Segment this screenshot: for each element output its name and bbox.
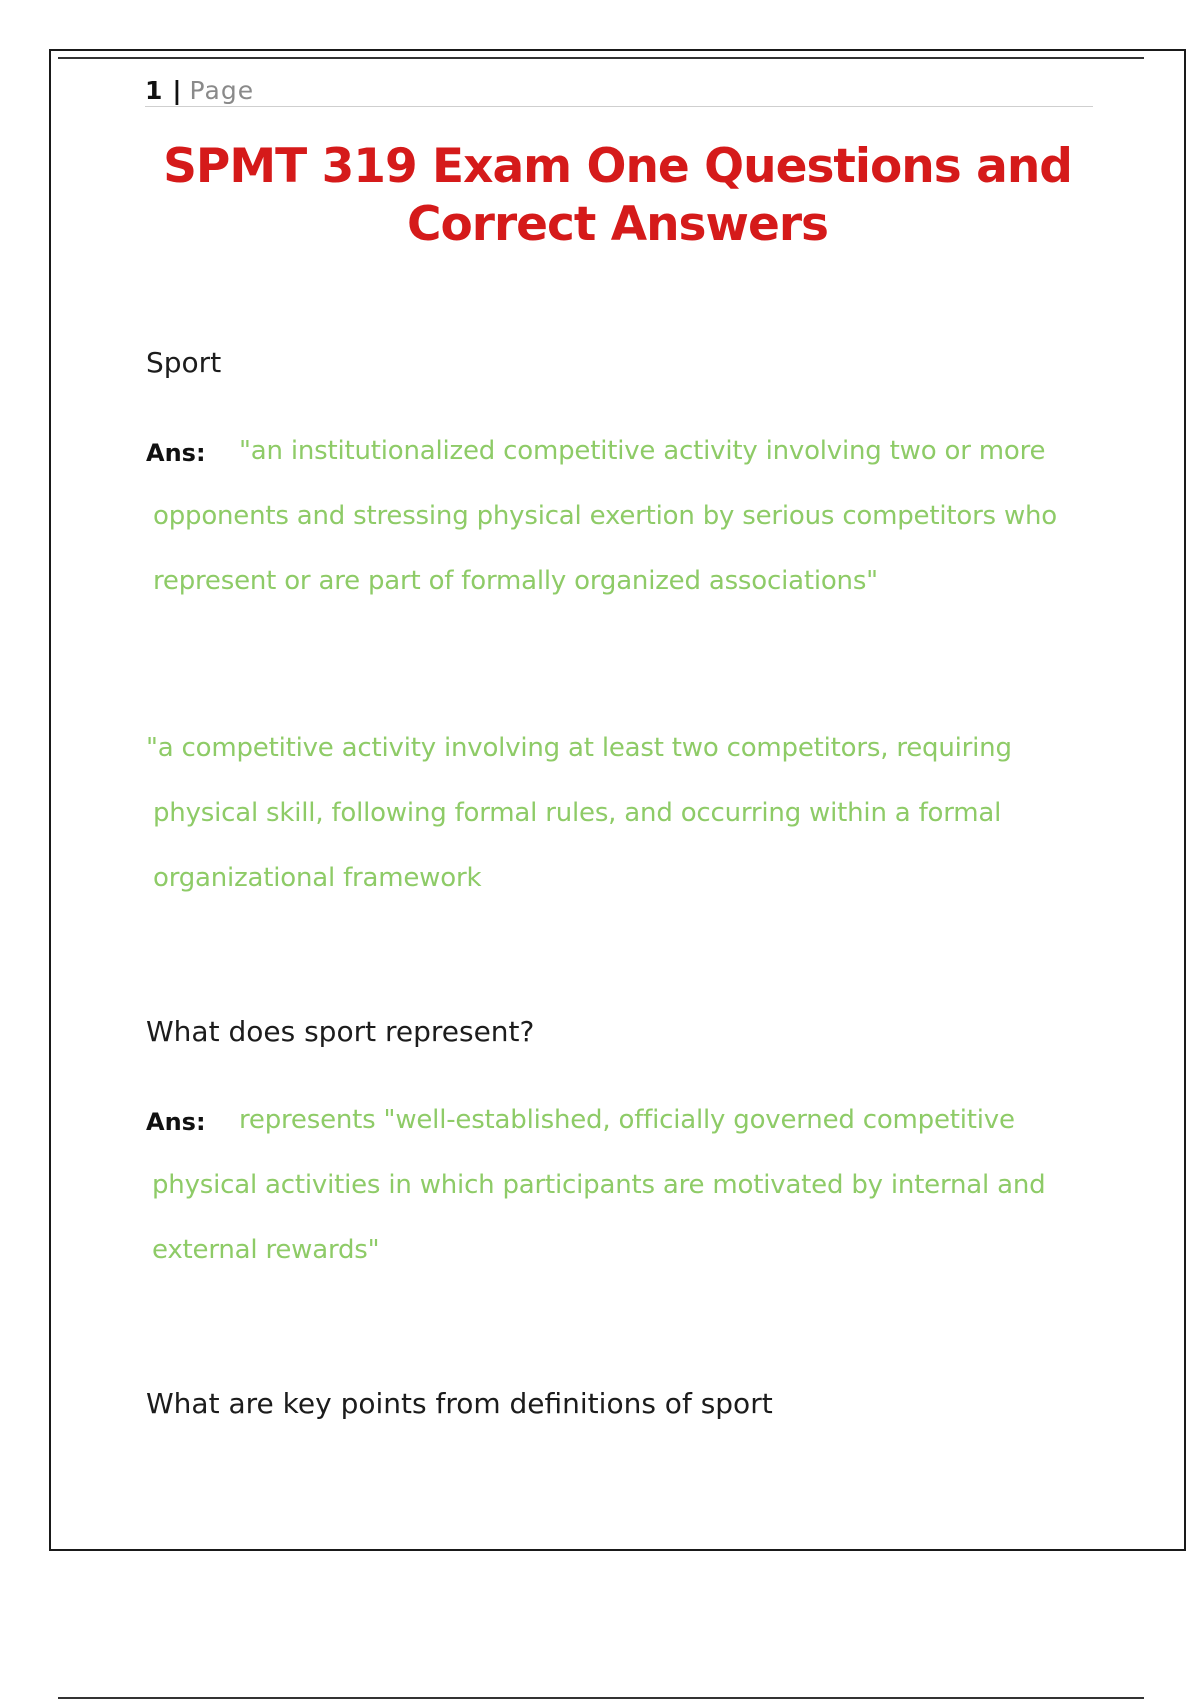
answer-line: opponents and stressing physical exertion by serious competitors who	[153, 501, 1058, 531]
bottom-rule	[58, 1697, 1144, 1699]
answer-line: represent or are part of formally organized associations"	[153, 566, 878, 596]
answer-line: physical skill, following formal rules, and occurring within a formal	[153, 798, 1002, 828]
answer-line: physical activities in which participants are motivated by internal and	[152, 1170, 1046, 1200]
question-sport-represent: What does sport represent?	[146, 1015, 535, 1048]
question-key-points: What are key points from definitions of sport	[146, 1387, 773, 1420]
document-title	[60, 138, 1175, 254]
answer-line: "an institutionalized competitive activity involving two or more	[239, 436, 1046, 466]
title-line-2: Correct Answers	[407, 197, 828, 252]
question-sport: Sport	[146, 346, 222, 379]
title-line-1: SPMT 319 Exam One Questions and	[163, 139, 1072, 194]
page-number: 1	[145, 76, 163, 105]
page-label: Page	[189, 76, 255, 105]
top-rule	[58, 57, 1144, 59]
answer-line: external rewards"	[152, 1235, 380, 1265]
answer-line: represents "well-established, officially governed competitive	[239, 1105, 1015, 1135]
answer-label: Ans:	[146, 1108, 206, 1136]
page-header	[145, 76, 1093, 107]
answer-line: "a competitive activity involving at least two competitors, requiring	[146, 733, 1012, 763]
page-separator: |	[172, 76, 182, 105]
answer-line: organizational framework	[153, 863, 482, 893]
answer-label: Ans:	[146, 439, 206, 467]
